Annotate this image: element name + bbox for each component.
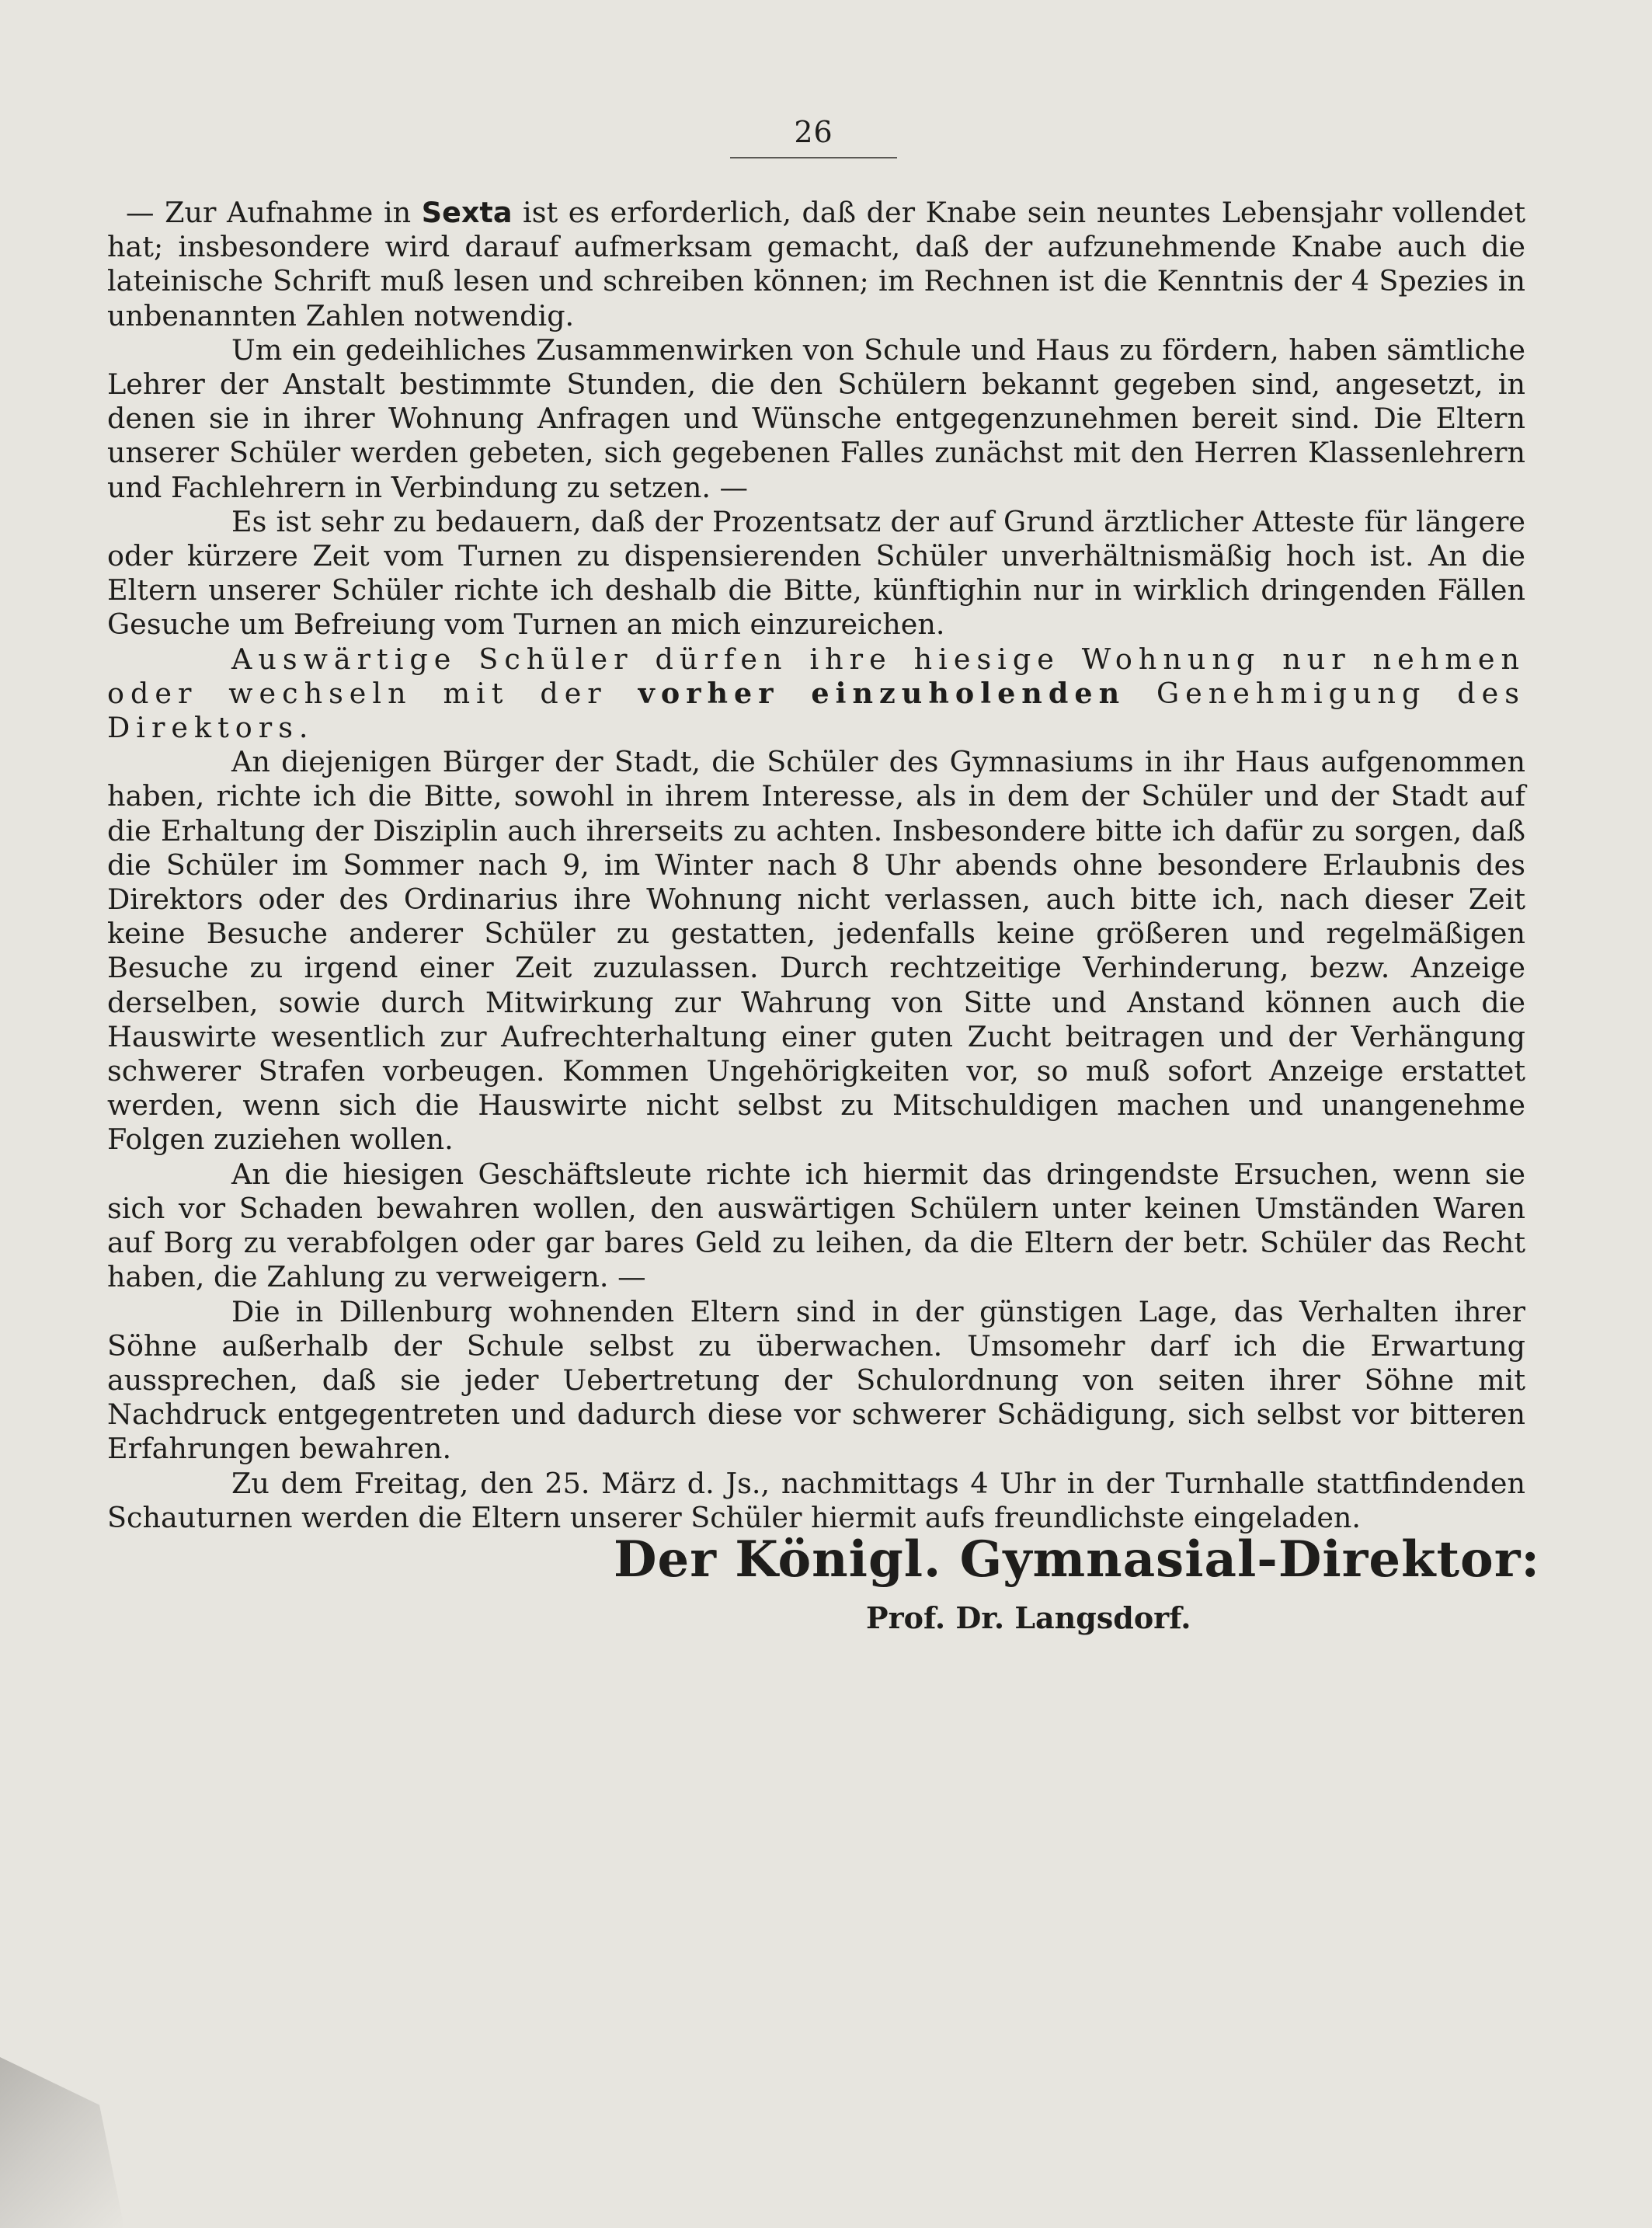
external-students-before: Auswärtige Schüler dürfen ihre hiesige Wohnung nur nehmen oder wechseln mit der bbox=[107, 642, 1525, 710]
signature-title: Der Königl. Gymnasial-Direktor: bbox=[614, 1530, 1541, 1589]
page-corner-fold bbox=[0, 2057, 124, 2228]
external-students-after: Genehmigung des Direktors. bbox=[107, 676, 1526, 745]
page-number-rule bbox=[730, 157, 897, 158]
paragraph-external-students bbox=[107, 642, 1525, 746]
external-students-emphasis: vorher einzuholenden bbox=[638, 676, 1126, 710]
paragraph-citizens: An diejenigen Bürger der Stadt, die Schüler des Gymnasiums in ihr Haus aufgenommen haben, richte ich die Bitte, sowohl in ihrem Interesse, als in dem der Schüler und der Stadt auf die Erhaltung der Disziplin auch ihrerseits zu achten. Insbesondere bitte ich dafür zu sorgen, daß die Schüler im Sommer nach 9, im Winter nach 8 Uhr abends ohne besondere Erlaubnis des Direktors oder des Ordinarius ihre Wohnung nicht verlassen, auch bitte ich, nach dieser Zeit keine Besuche anderer Schüler zu gestatten, jedenfalls keine größeren und regelmäßigen Besuche zu irgend einer Zeit zuzulassen. Durch rechtzeitige Verhinderung, bezw. Anzeige derselben, sowie durch Mitwirkung zur Wahrung von Sitte und Anstand können auch die Hauswirte wesentlich zur Aufrechterhaltung einer guten Zucht beitragen und der Verhängung schwerer Strafen vorbeugen. Kommen Ungehörigkeiten vor, so muß sofort Anzeige erstattet werden, wenn sich die Hauswirte nicht selbst zu Mitschuldigen machen und unangenehme Folgen zuziehen wollen. bbox=[107, 745, 1525, 1157]
sexta-term: Sexta bbox=[421, 196, 513, 229]
paragraph-admission-after: ist es erforderlich, daß der Knabe sein neuntes Lebensjahr vollendet hat; insbesondere wird darauf aufmerksam gemacht, daß der aufzunehmende Knabe auch die lateinische Schrift muß lesen und schreiben können; im Rechnen ist die Kenntnis der 4 Spezies in unbenannten Zahlen notwendig. bbox=[107, 196, 1525, 332]
paragraph-invitation: Zu dem Freitag, den 25. März d. Js., nachmittags 4 Uhr in der Turnhalle stattfindenden Schauturnen werden die Eltern unserer Schüler hiermit aufs freundlichste eingeladen. bbox=[107, 1466, 1525, 1534]
paragraph-school-home: Um ein gedeihliches Zusammenwirken von Schule und Haus zu fördern, haben sämtliche Lehrer der Anstalt bestimmte Stunden, die den Schülern bekannt gegeben sind, angesetzt, in denen sie in ihrer Wohnung Anfragen und Wünsche entgegenzunehmen bereit sind. Die Eltern unserer Schüler werden gebeten, sich gegebenen Falles zunächst mit den Herren Klassenlehrern und Fachlehrern in Verbindung zu setzen. — bbox=[107, 332, 1525, 504]
page-number: 26 bbox=[794, 115, 833, 149]
paragraph-gymnastics: Es ist sehr zu bedauern, daß der Prozentsatz der auf Grund ärztlicher Atteste für längere oder kürzere Zeit vom Turnen zu dispensierenden Schüler unverhältnismäßig hoch ist. An die Eltern unserer Schüler richte ich deshalb die Bitte, künftighin nur in wirklich dringenden Fällen Gesuche um Befreiung vom Turnen an mich einzureichen. bbox=[107, 504, 1525, 642]
signer-name: Prof. Dr. Langsdorf. bbox=[866, 1600, 1191, 1635]
body-text bbox=[107, 196, 1525, 1535]
paragraph-merchants: An die hiesigen Geschäftsleute richte ich hiermit das dringendste Ersuchen, wenn sie sich vor Schaden bewahren wollen, den auswärtigen Schülern unter keinen Umständen Waren auf Borg zu verabfolgen oder gar bares Geld zu leihen, da die Eltern der betr. Schüler das Recht haben, die Zahlung zu verweigern. — bbox=[107, 1157, 1525, 1294]
paragraph-local-parents: Die in Dillenburg wohnenden Eltern sind in der günstigen Lage, das Verhalten ihrer Söhne außerhalb der Schule selbst zu überwachen. Umsomehr darf ich die Erwartung aussprechen, daß sie jeder Uebertretung der Schulordnung von seiten ihrer Söhne mit Nachdruck entgegentreten und dadurch diese vor schwerer Schädigung, sich selbst vor bitteren Erfahrungen bewahren. bbox=[107, 1294, 1525, 1466]
paragraph-admission bbox=[107, 196, 1525, 333]
paragraph-admission-before: — Zur Aufnahme in bbox=[126, 196, 422, 229]
